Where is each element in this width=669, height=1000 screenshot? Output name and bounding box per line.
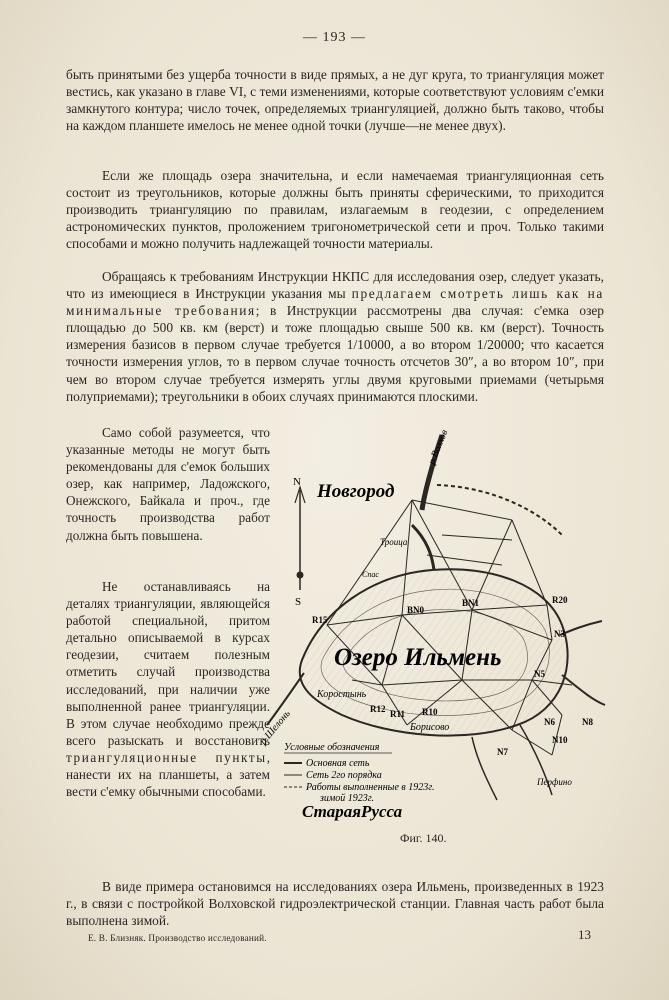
point-r20: R20	[552, 595, 568, 605]
column-paragraph-2-end: , нанести их на планшеты, а затем вести с'емку обычными способами.	[66, 749, 270, 800]
column-paragraph-2	[66, 578, 270, 800]
north-arrow	[295, 487, 305, 590]
spas-label: Спас	[362, 570, 379, 579]
point-n6: N6	[544, 717, 555, 727]
paragraph-2: Если же площадь озера значительна, и если намечаемая триангуляционная сеть состоит из треугольников, которые должны быть приняты сферическими, то приходится производить триангуляцию по правилам, излагаемым в геодезии, с определением астрономических пунктов, проложением тригонометрической сети и проч. Только такими способами и можно получить надлежащей точности материалы.	[66, 168, 604, 252]
column-paragraph-1: Само собой разумеется, что указанные методы не могут быть рекомендованы для с'емок больших озер, как например, Ладожского, Онежского, Байкала и проч., где точность производства работ должна быть повышена.	[66, 425, 270, 543]
korostyn-label: Коростынь	[317, 689, 367, 700]
novgorod-label: Новгород	[317, 481, 395, 502]
point-bn1: BN1	[462, 598, 480, 608]
shelon-label: р.Шелонь	[257, 708, 293, 747]
page-number: — 193 —	[303, 30, 366, 45]
figure-caption: Фиг. 140.	[400, 831, 447, 845]
south-label: S	[295, 596, 302, 608]
point-n8: N8	[582, 717, 593, 727]
legend-works-1923: Работы выполненные в 1923г.	[306, 782, 435, 793]
map-legend	[284, 742, 435, 804]
borisovo-label: Борисово	[410, 722, 450, 733]
trojitsa-label: Троица	[380, 537, 408, 547]
lake-ilmen-triangulation-map	[257, 425, 607, 830]
paragraph-3-end: ; в Инструкции рассмотрены два случая: с'емка озер площадью до 500 кв. км (верст) и тоже площадью свыше 500 кв. км (верст). Точность измерения базисов в первом случае требуется 1/10000, а во втором 1/20000; что касается точности измерения углов, то в первом случае точность отсчетов 30″, а во втором 10″, при чем во втором случае требуется измерять углы двумя круговыми приемами (четырьмя полуприемами); треугольники в обоих случаях принимаются плоскими.	[66, 303, 604, 404]
legend-title: Условные обозначения	[284, 742, 380, 753]
point-r15: R15	[312, 615, 328, 625]
footer-author: Е. В. Близняк. Производство исследований.	[88, 933, 267, 943]
spaced-emphasis-2: триангуляционные пункты	[66, 749, 267, 765]
point-r10: R10	[422, 707, 438, 717]
printer-signature: 13	[578, 927, 591, 942]
point-bn0: BN0	[407, 605, 425, 615]
volkhov-label: р.Волхов	[426, 428, 451, 467]
staraya-russa-label: СтараяРусса	[302, 802, 403, 821]
legend-main-network: Основная сеть	[306, 758, 370, 769]
point-n3: N3	[554, 629, 565, 639]
paragraph-4: В виде примера остановимся на исследованиях озера Ильмень, произведенных в 1923 г., в связи с постройкой Волховской гидроэлектрической станции. Главная часть работ была выполнена зимой.	[66, 879, 604, 929]
lake-name-label: Озеро Ильмень	[334, 644, 502, 671]
paragraph-3	[66, 268, 604, 405]
paragraph-1: быть принятыми без ущерба точности в виде прямых, а не дуг круга, то триангуляция может вестись, как указано в главе VI, с теми изменениями, которые соответствуют условиям с'емки замкнутого контура; число точек, определяемых триангуляцией, должно быть таково, чтобы на каждом планшете имелось не менее одной точки (лучше—не менее двух).	[66, 67, 604, 134]
north-label: N	[293, 476, 301, 488]
point-n5: N5	[534, 669, 545, 679]
point-n10: N10	[552, 735, 568, 745]
pferfino-label: Перфино	[537, 777, 572, 787]
point-r12: R12	[370, 704, 386, 714]
spaced-emphasis: предлагаем смотреть лишь как на минимальные требования	[66, 286, 604, 319]
column-paragraph-2-start: Не останавливаясь на деталях триангуляции, являющейся работой специальной, притом детально описываемой в курсах геодезии, считаем полезным отметить случай производства исследований, при наличии уже выполненной ранее триангуляции. В этом случае необходимо прежде всего разыскать и восстановить	[66, 579, 270, 748]
point-n7: N7	[497, 747, 508, 757]
paragraph-3-start: Обращаясь к требованиям Инструкции НКПС для исследования озер, следует указать, что из имеющиеся в Инструкции указания мы	[66, 269, 604, 302]
legend-second-order: Сеть 2го порядка	[306, 770, 382, 781]
legend-winter-1923: зимой 1923г.	[320, 793, 375, 804]
point-r11: R11	[390, 709, 406, 719]
